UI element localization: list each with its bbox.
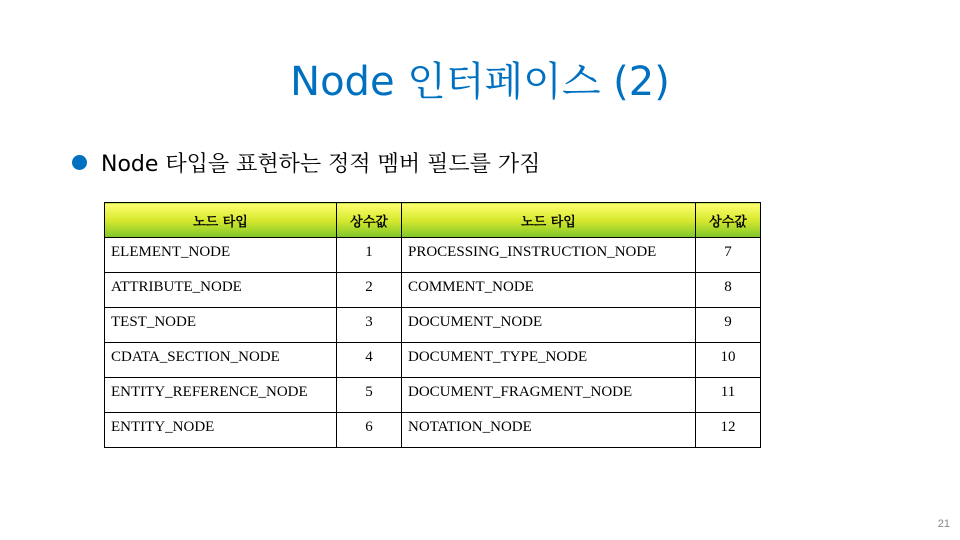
table-row [105, 273, 761, 308]
node-type-cell: COMMENT_NODE [402, 273, 696, 308]
constant-value-cell: 8 [696, 273, 761, 308]
table-row [105, 413, 761, 448]
header-node-type: 노드 타입 [105, 203, 337, 238]
constant-value-cell: 9 [696, 308, 761, 343]
node-type-cell: CDATA_SECTION_NODE [105, 343, 337, 378]
node-type-cell: ENTITY_NODE [105, 413, 337, 448]
header-constant-value-2: 상수값 [696, 203, 761, 238]
node-type-cell: DOCUMENT_FRAGMENT_NODE [402, 378, 696, 413]
table-header-row [105, 203, 761, 238]
constant-value-cell: 10 [696, 343, 761, 378]
table-row [105, 308, 761, 343]
header-constant-value: 상수값 [337, 203, 402, 238]
header-node-type-2: 노드 타입 [402, 203, 696, 238]
constant-value-cell: 12 [696, 413, 761, 448]
node-type-cell: TEST_NODE [105, 308, 337, 343]
node-type-cell: ELEMENT_NODE [105, 238, 337, 273]
constant-value-cell: 5 [337, 378, 402, 413]
node-type-cell: ENTITY_REFERENCE_NODE [105, 378, 337, 413]
node-type-table [104, 202, 761, 448]
constant-value-cell: 1 [337, 238, 402, 273]
page-number: 21 [937, 518, 950, 530]
node-type-cell: DOCUMENT_TYPE_NODE [402, 343, 696, 378]
node-type-cell: DOCUMENT_NODE [402, 308, 696, 343]
constant-value-cell: 2 [337, 273, 402, 308]
bullet-dot-icon [72, 155, 87, 170]
table-row [105, 378, 761, 413]
constant-value-cell: 6 [337, 413, 402, 448]
table-row [105, 238, 761, 273]
node-type-cell: ATTRIBUTE_NODE [105, 273, 337, 308]
constant-value-cell: 4 [337, 343, 402, 378]
table-row [105, 343, 761, 378]
constant-value-cell: 11 [696, 378, 761, 413]
slide-title: Node 인터페이스 (2) [290, 59, 670, 105]
node-type-cell: NOTATION_NODE [402, 413, 696, 448]
bullet-text: Node 타입을 표현하는 정적 멤버 필드를 가짐 [101, 151, 541, 177]
node-type-cell: PROCESSING_INSTRUCTION_NODE [402, 238, 696, 273]
constant-value-cell: 3 [337, 308, 402, 343]
constant-value-cell: 7 [696, 238, 761, 273]
bullet-item [72, 146, 540, 178]
